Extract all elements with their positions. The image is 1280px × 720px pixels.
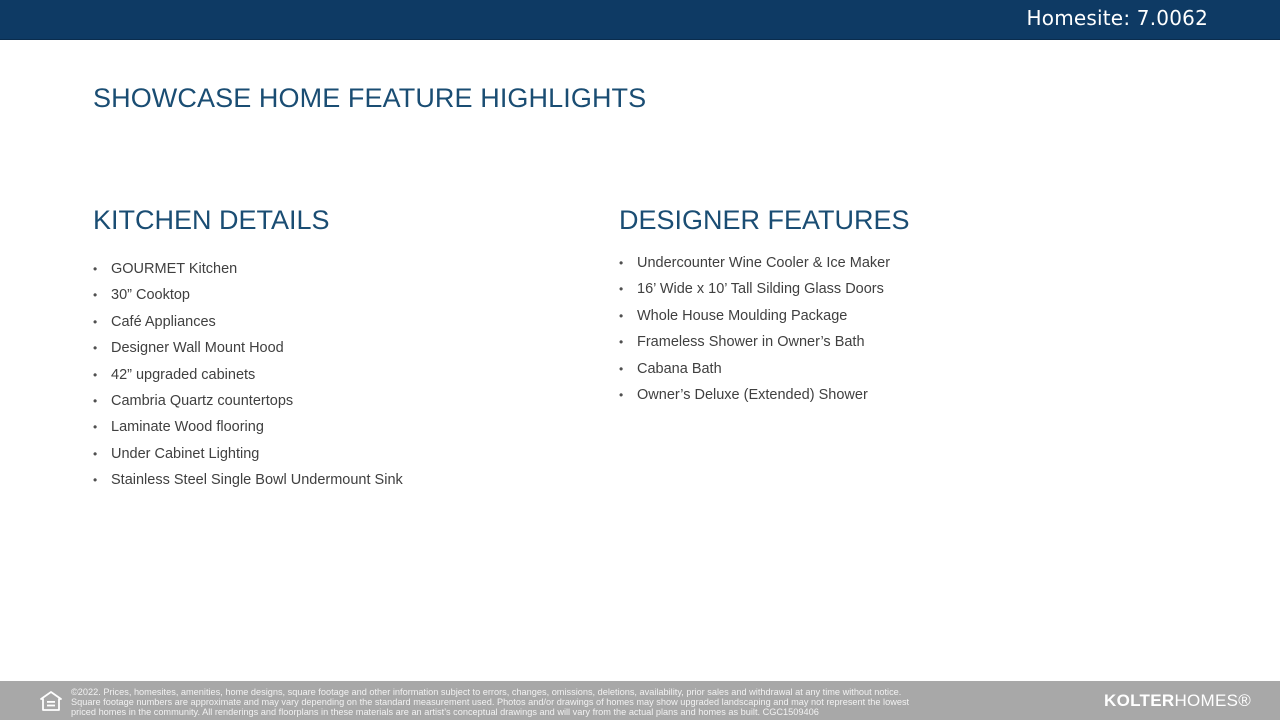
header-bar bbox=[0, 0, 1280, 40]
disclaimer-line: Square footage numbers are approximate and may vary depending on the standard measurement used. Photos and/or drawings of homes may show upgraded landscaping and may not represent the lowest bbox=[71, 696, 910, 707]
list-item-text: 30” Cooktop bbox=[111, 287, 190, 304]
list-item-text: Frameless Shower in Owner’s Bath bbox=[637, 334, 865, 351]
list-item bbox=[619, 384, 890, 410]
list-item-text: 16’ Wide x 10’ Tall Silding Glass Doors bbox=[637, 281, 884, 298]
list-item bbox=[93, 469, 403, 495]
bullet-icon: • bbox=[619, 256, 624, 270]
bullet-icon: • bbox=[93, 288, 98, 303]
list-item bbox=[93, 364, 403, 390]
list-item-text: Laminate Wood flooring bbox=[111, 419, 264, 436]
list-item bbox=[619, 305, 890, 331]
bullet-icon: • bbox=[93, 446, 98, 461]
list-item bbox=[93, 311, 403, 337]
kolter-homes-logo bbox=[1104, 691, 1251, 711]
page-title: SHOWCASE HOME FEATURE HIGHLIGHTS bbox=[93, 83, 647, 113]
list-item-text: Café Appliances bbox=[111, 313, 216, 330]
list-item-text: Stainless Steel Single Bowl Undermount Sink bbox=[111, 472, 403, 489]
footer-bar bbox=[0, 681, 1280, 720]
list-item-text: Cambria Quartz countertops bbox=[111, 392, 294, 409]
list-item bbox=[93, 258, 403, 284]
list-item bbox=[619, 358, 890, 384]
bullet-icon: • bbox=[619, 335, 624, 350]
bullet-icon: • bbox=[619, 308, 624, 323]
legal-disclaimer bbox=[71, 688, 1096, 717]
bullet-icon: • bbox=[93, 262, 98, 276]
list-item-text: Undercounter Wine Cooler & Ice Maker bbox=[637, 255, 891, 271]
list-item bbox=[93, 416, 403, 442]
list-item bbox=[619, 252, 890, 278]
list-item-text: Under Cabinet Lighting bbox=[111, 445, 260, 462]
designer-features-list bbox=[619, 252, 890, 410]
bullet-icon: • bbox=[619, 282, 624, 297]
bullet-icon: • bbox=[93, 314, 98, 329]
brand-name-bold: KOLTER bbox=[1104, 691, 1175, 710]
list-item bbox=[619, 331, 890, 357]
bullet-icon: • bbox=[93, 367, 98, 382]
list-item-text: Designer Wall Mount Hood bbox=[111, 340, 284, 357]
bullet-icon: • bbox=[93, 473, 98, 488]
list-item-text: 42” upgraded cabinets bbox=[111, 366, 256, 383]
kitchen-details-list bbox=[93, 258, 403, 496]
bullet-icon: • bbox=[93, 393, 98, 408]
list-item bbox=[93, 443, 403, 469]
disclaimer-line: ©2022. Prices, homesites, amenities, home designs, square footage and other information subject to errors, changes, omissions, deletions, availability, prior sales and withdrawal at any time without notice. bbox=[71, 688, 902, 697]
designer-features-heading: DESIGNER FEATURES bbox=[619, 205, 910, 235]
brand-name-light: HOMES® bbox=[1174, 691, 1252, 710]
bullet-icon: • bbox=[619, 361, 624, 376]
disclaimer-line: priced homes in the community. All renderings and floorplans in these materials are an artist’s conceptual drawings and will vary from the actual plans and homes as built. CGC1509406 bbox=[71, 706, 819, 717]
list-item bbox=[619, 278, 890, 304]
list-item-text: GOURMET Kitchen bbox=[111, 261, 238, 277]
kitchen-details-heading: KITCHEN DETAILS bbox=[93, 205, 330, 235]
bullet-icon: • bbox=[93, 420, 98, 435]
list-item bbox=[93, 337, 403, 363]
list-item-text: Whole House Moulding Package bbox=[637, 307, 848, 324]
list-item bbox=[93, 284, 403, 310]
list-item bbox=[93, 390, 403, 416]
equal-housing-opportunity-icon bbox=[40, 691, 62, 711]
bullet-icon: • bbox=[93, 341, 98, 356]
list-item-text: Owner’s Deluxe (Extended) Shower bbox=[637, 386, 868, 403]
list-item-text: Cabana Bath bbox=[637, 360, 722, 377]
bullet-icon: • bbox=[619, 387, 624, 402]
homesite-label: Homesite: 7.0062 bbox=[1026, 6, 1208, 30]
